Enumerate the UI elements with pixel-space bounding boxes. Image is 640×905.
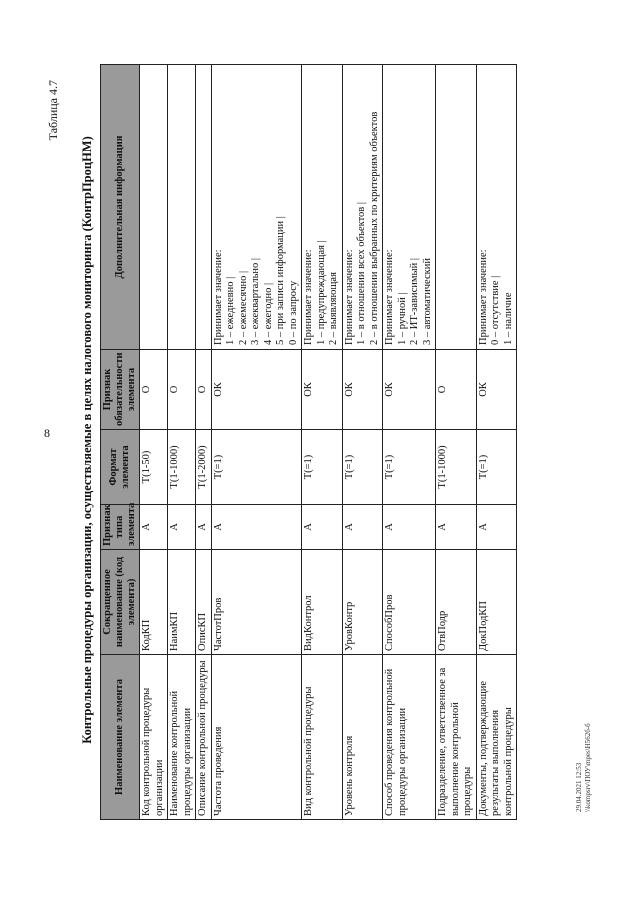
cell-format: T(1-50)	[140, 430, 168, 505]
cell-code: ДокПодКП	[476, 550, 517, 655]
cell-name: Наименование контрольной процедуры организации	[168, 655, 196, 820]
info-line: 1 – ежедневно |	[225, 276, 236, 345]
info-line: 1 – ручной |	[396, 292, 408, 345]
cell-name: Вид контрольной процедуры	[302, 655, 343, 820]
cell-format: T(=1)	[211, 430, 302, 505]
table-row	[211, 65, 302, 820]
cell-name: Подразделение, ответственное за выполнение контрольной процедуры	[436, 655, 477, 820]
cell-format: T(1-2000)	[196, 430, 212, 505]
cell-required: О	[196, 350, 212, 430]
info-line: 1 – в отношении всех объектов |	[356, 202, 367, 345]
info-line: 3 – автоматический	[421, 258, 433, 345]
cell-type: А	[383, 505, 436, 550]
cell-code: НаимКП	[168, 550, 196, 655]
info-line: Принимает значение:	[384, 249, 395, 345]
header-required: Признак обязательности элемента	[101, 350, 140, 430]
info-line: 0 – по запросу	[287, 280, 299, 345]
table-row	[302, 65, 343, 820]
header-type: Признак типа элемента	[101, 505, 140, 550]
cell-required: ОК	[476, 350, 517, 430]
table-title: Контрольные процедуры организации, осуществляемые в целях налогового мониторинга (КонтрПроцНМ)	[80, 136, 94, 744]
table-header-row	[101, 65, 140, 820]
page-number: 8	[44, 426, 50, 440]
cell-name: Документы, подтверждающие результаты выполнения контрольной процедуры	[476, 655, 517, 820]
table-row	[168, 65, 196, 820]
cell-type: А	[436, 505, 477, 550]
cell-type: А	[302, 505, 343, 550]
info-line: 5 – при записи информации |	[275, 216, 286, 345]
cell-info	[342, 65, 383, 350]
cell-info	[168, 65, 196, 350]
cell-format: T(=1)	[383, 430, 436, 505]
cell-type: А	[140, 505, 168, 550]
cell-code: ОписКП	[196, 550, 212, 655]
cell-required: О	[436, 350, 477, 430]
cell-format: T(=1)	[302, 430, 343, 505]
table-row	[476, 65, 517, 820]
cell-required: ОК	[342, 350, 383, 430]
cell-name: Способ проведения контрольной процедуры организации	[383, 655, 436, 820]
header-info: Дополнительная информация	[101, 65, 140, 350]
table-label: Таблица 4.7	[46, 80, 60, 141]
info-line: 2 – ИТ-зависимый |	[409, 258, 420, 345]
cell-code: ОтвПодр	[436, 550, 477, 655]
cell-info	[140, 65, 168, 350]
info-line: 3 – ежеквартально |	[250, 258, 261, 345]
info-line: Принимает значение:	[477, 249, 489, 345]
info-line: Принимает значение:	[303, 249, 314, 345]
cell-code: УровКонтр	[342, 550, 383, 655]
data-table	[100, 64, 517, 820]
cell-required: ОК	[302, 350, 343, 430]
cell-format: T(=1)	[476, 430, 517, 505]
info-line: Принимает значение:	[343, 249, 355, 345]
stamp-date: 29.04.2021 12:53	[575, 762, 583, 812]
info-line: 1 – предупреждающая |	[315, 240, 327, 345]
cell-info	[476, 65, 517, 350]
info-line: 1 – наличие	[502, 292, 514, 345]
cell-name: Описание контрольной процедуры	[196, 655, 212, 820]
cell-code: СпособПров	[383, 550, 436, 655]
header-name: Наименование элемента	[101, 655, 140, 820]
info-line: 2 – ежемесячно |	[237, 270, 249, 345]
cell-info	[383, 65, 436, 350]
cell-format: T(1-1000)	[168, 430, 196, 505]
cell-info	[196, 65, 212, 350]
cell-name: Код контрольной процедуры организации	[140, 655, 168, 820]
cell-info	[302, 65, 343, 350]
cell-type: А	[168, 505, 196, 550]
cell-type: А	[196, 505, 212, 550]
cell-code: ЧастотПров	[211, 550, 302, 655]
table-row	[383, 65, 436, 820]
table-row	[196, 65, 212, 820]
info-line: 4 – ежегодно |	[262, 282, 274, 345]
cell-type: А	[476, 505, 517, 550]
table-row	[342, 65, 383, 820]
cell-required: ОК	[383, 350, 436, 430]
header-code: Сокращенное наименование (код элемента)	[101, 550, 140, 655]
info-line: Принимает значение:	[212, 249, 224, 345]
cell-type: А	[342, 505, 383, 550]
cell-required: ОК	[211, 350, 302, 430]
cell-required: О	[140, 350, 168, 430]
info-line: 2 – выявляющая	[328, 272, 339, 345]
cell-format: T(=1)	[342, 430, 383, 505]
cell-code: КодКП	[140, 550, 168, 655]
table-row	[436, 65, 477, 820]
cell-info	[211, 65, 302, 350]
cell-format: T(1-1000)	[436, 430, 477, 505]
cell-name: Частота проведения	[211, 655, 302, 820]
info-line: 0 – отсутствие |	[490, 275, 501, 345]
table-row	[140, 65, 168, 820]
cell-info	[436, 65, 477, 350]
cell-name: Уровень контроля	[342, 655, 383, 820]
header-format: Формат элемента	[101, 430, 140, 505]
info-line: 2 – в отношении выбранных по критериям объектов	[368, 111, 380, 345]
cell-type: А	[211, 505, 302, 550]
cell-required: О	[168, 350, 196, 430]
print-stamp	[575, 723, 593, 812]
stamp-path: \\kompsrv\ПОУ\mpes\Н562б-б	[584, 723, 592, 812]
rotated-content	[38, 60, 578, 820]
cell-code: ВидКонтрол	[302, 550, 343, 655]
